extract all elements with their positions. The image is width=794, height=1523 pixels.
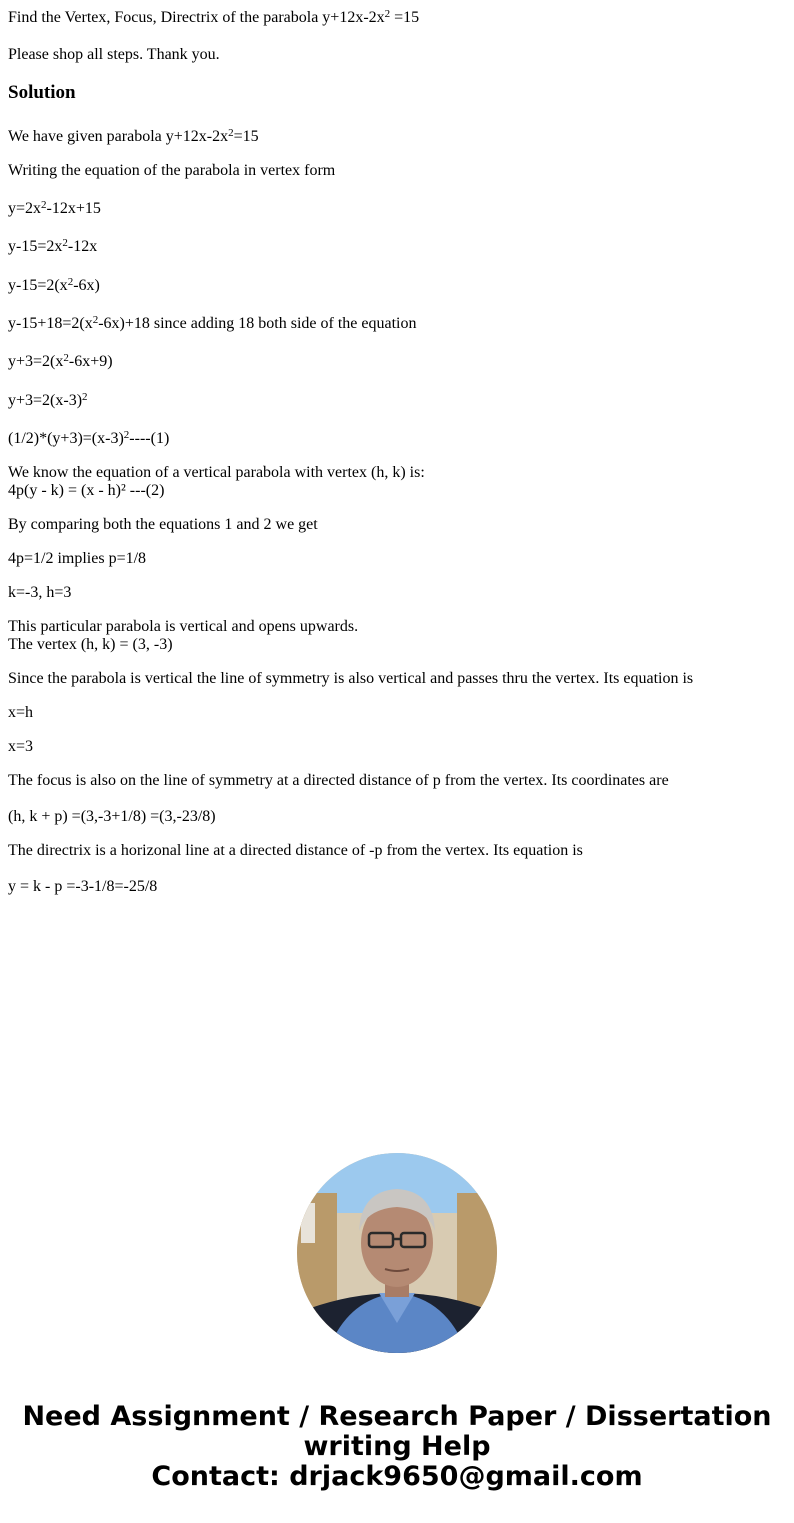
step-compare: By comparing both the equations 1 and 2 we get [8, 516, 318, 533]
banner-line-1: Need Assignment / Research Paper / Dissertation [22, 1401, 772, 1432]
solution-heading: Solution [8, 82, 76, 103]
step-directrix: y = k - p =-3-1/8=-25/8 [8, 878, 158, 895]
step-p-value: 4p=1/2 implies p=1/8 [8, 550, 147, 567]
banner-contact: Contact: drjack9650@gmail.com [151, 1461, 643, 1492]
step-symmetry: Since the parabola is vertical the line of symmetry is also vertical and passes thru the vertex. Its equation is [8, 670, 694, 687]
question-note: Please shop all steps. Thank you. [8, 46, 220, 63]
question-text: Find the Vertex, Focus, Directrix of the parabola $y+12x-2x^2 =15$ [8, 8, 420, 26]
step-focus: (h, k + p) =(3,-3+1/8) =(3,-23/8) [8, 808, 216, 825]
step-axis-general: x=h [8, 704, 34, 721]
contact-banner [0, 1402, 794, 1492]
author-avatar [297, 1153, 497, 1353]
step-equation-5: $y+3=2(x^2-6x+9)$ [8, 352, 113, 370]
author-portrait-image [297, 1153, 497, 1353]
step-directrix-intro: The directrix is a horizonal line at a directed distance of -p from the vertex. Its equation is [8, 842, 583, 859]
step-focus-intro: The focus is also on the line of symmetry at a directed distance of p from the vertex. Its coordinates are [8, 772, 669, 789]
step-vertex: The vertex (h, k) = (3, -3) [8, 636, 173, 653]
step-intro: Writing the equation of the parabola in vertex form [8, 162, 336, 179]
step-hk-values: k=-3, h=3 [8, 584, 72, 601]
step-equation-6: $y+3=2(x-3)^2$ [8, 391, 88, 409]
banner-line-2: writing Help [303, 1431, 491, 1462]
step-equation-7: $(1/2)*(y+3)=(x-3)^2----(1)$ [8, 429, 170, 447]
step-equation-3: $y-15=2(x^2-6x)$ [8, 276, 100, 294]
step-equation-4: $y-15+18=2(x^2-6x)+18$ since adding 18 both side of the equation [8, 314, 417, 332]
step-equation-2: $y-15=2x^2-12x$ [8, 237, 98, 255]
step-standard-form-intro: We know the equation of a vertical parabola with vertex (h, k) is: [8, 464, 425, 481]
step-equation-1: $y=2x^2-12x+15$ [8, 199, 101, 217]
step-orientation: This particular parabola is vertical and opens upwards. [8, 618, 359, 635]
step-given: We have given parabola $y+12x-2x^2=15$ [8, 127, 259, 145]
step-axis: x=3 [8, 738, 34, 755]
step-standard-form: 4p(y - k) = (x - h)² ---(2) [8, 482, 165, 499]
